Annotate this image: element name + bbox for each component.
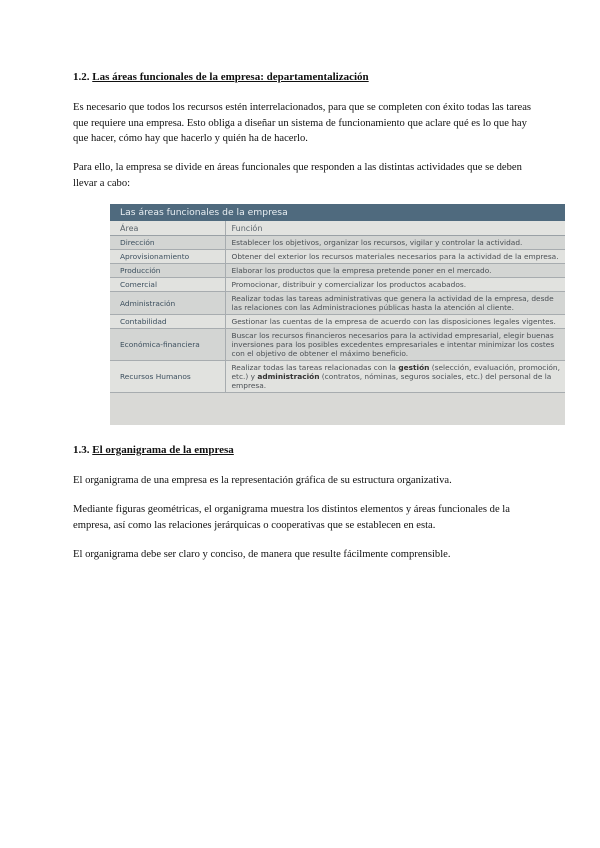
area-cell: Contabilidad xyxy=(110,315,225,329)
function-cell: Promocionar, distribuir y comercializar los productos acabados. xyxy=(225,278,565,292)
section-number: 1.2. xyxy=(73,71,90,83)
functional-areas-table xyxy=(110,221,565,393)
area-cell: Comercial xyxy=(110,278,225,292)
table-row xyxy=(110,329,565,361)
functional-areas-figure xyxy=(110,204,565,425)
table-row xyxy=(110,292,565,315)
paragraph: Para ello, la empresa se divide en áreas funcionales que responden a las distintas actividades que se deben llevar a cabo: xyxy=(73,162,522,189)
function-text: (selección, evaluación, promoción, etc.) y xyxy=(231,363,560,381)
area-cell: Producción xyxy=(110,264,225,278)
function-cell: Elaborar los productos que la empresa pretende poner en el mercado. xyxy=(225,264,565,278)
function-cell: Realizar todas las tareas administrativas que genera la actividad de la empresa, desde las relaciones con las Administraciones públicas hasta la atención al cliente. xyxy=(225,292,565,315)
area-cell: Aprovisionamiento xyxy=(110,250,225,264)
function-cell xyxy=(225,361,565,393)
table-row xyxy=(110,361,565,393)
column-header-function: Función xyxy=(225,221,565,236)
table-row xyxy=(110,250,565,264)
function-text: (contratos, nóminas, seguros sociales, etc.) del personal de la empresa. xyxy=(231,372,552,390)
table-row xyxy=(110,315,565,329)
area-cell: Administración xyxy=(110,292,225,315)
area-cell: Dirección xyxy=(110,236,225,250)
function-text: Realizar todas las tareas relacionadas con la xyxy=(231,363,399,372)
function-cell: Gestionar las cuentas de la empresa de acuerdo con las disposiciones legales vigentes. xyxy=(225,315,565,329)
section-title: Las áreas funcionales de la empresa: departamentalización xyxy=(92,71,369,83)
paragraph: El organigrama debe ser claro y conciso, de manera que resulte fácilmente comprensible. xyxy=(73,549,451,560)
table-row xyxy=(110,236,565,250)
area-cell: Recursos Humanos xyxy=(110,361,225,393)
table-row xyxy=(110,264,565,278)
table-row xyxy=(110,278,565,292)
table-header-row xyxy=(110,221,565,236)
paragraph: El organigrama de una empresa es la representación gráfica de su estructura organizativa. xyxy=(73,475,452,486)
area-cell: Económica-financiera xyxy=(110,329,225,361)
section-title: El organigrama de la empresa xyxy=(92,444,234,456)
figure-title: Las áreas funcionales de la empresa xyxy=(110,204,565,221)
column-header-area: Área xyxy=(110,221,225,236)
section-heading-1-2 xyxy=(73,71,369,83)
function-bold-text: gestión xyxy=(398,363,430,372)
function-cell: Obtener del exterior los recursos materiales necesarios para la actividad de la empresa. xyxy=(225,250,565,264)
section-heading-1-3 xyxy=(73,444,234,456)
function-bold-text: administración xyxy=(257,372,320,381)
function-cell: Establecer los objetivos, organizar los recursos, vigilar y controlar la actividad. xyxy=(225,236,565,250)
paragraph: Es necesario que todos los recursos estén interrelacionados, para que se completen con éxito todas las tareas que requiere una empresa. Esto obliga a diseñar un sistema de funcionamiento que aclare qué es lo que hay que hacer, cómo hay que hacerlo y quién ha de hacerlo. xyxy=(73,102,532,144)
section-number: 1.3. xyxy=(73,444,90,456)
paragraph: Mediante figuras geométricas, el organigrama muestra los distintos elementos y áreas funcionales de la empresa, así como las relaciones jerárquicas o cooperativas que se establecen en esta. xyxy=(73,504,510,531)
function-cell: Buscar los recursos financieros necesarios para la actividad empresarial, elegir buenas inversiones para los posibles excedentes empresariales e intentar minimizar los costes con el objetivo de obtener el máximo beneficio. xyxy=(225,329,565,361)
